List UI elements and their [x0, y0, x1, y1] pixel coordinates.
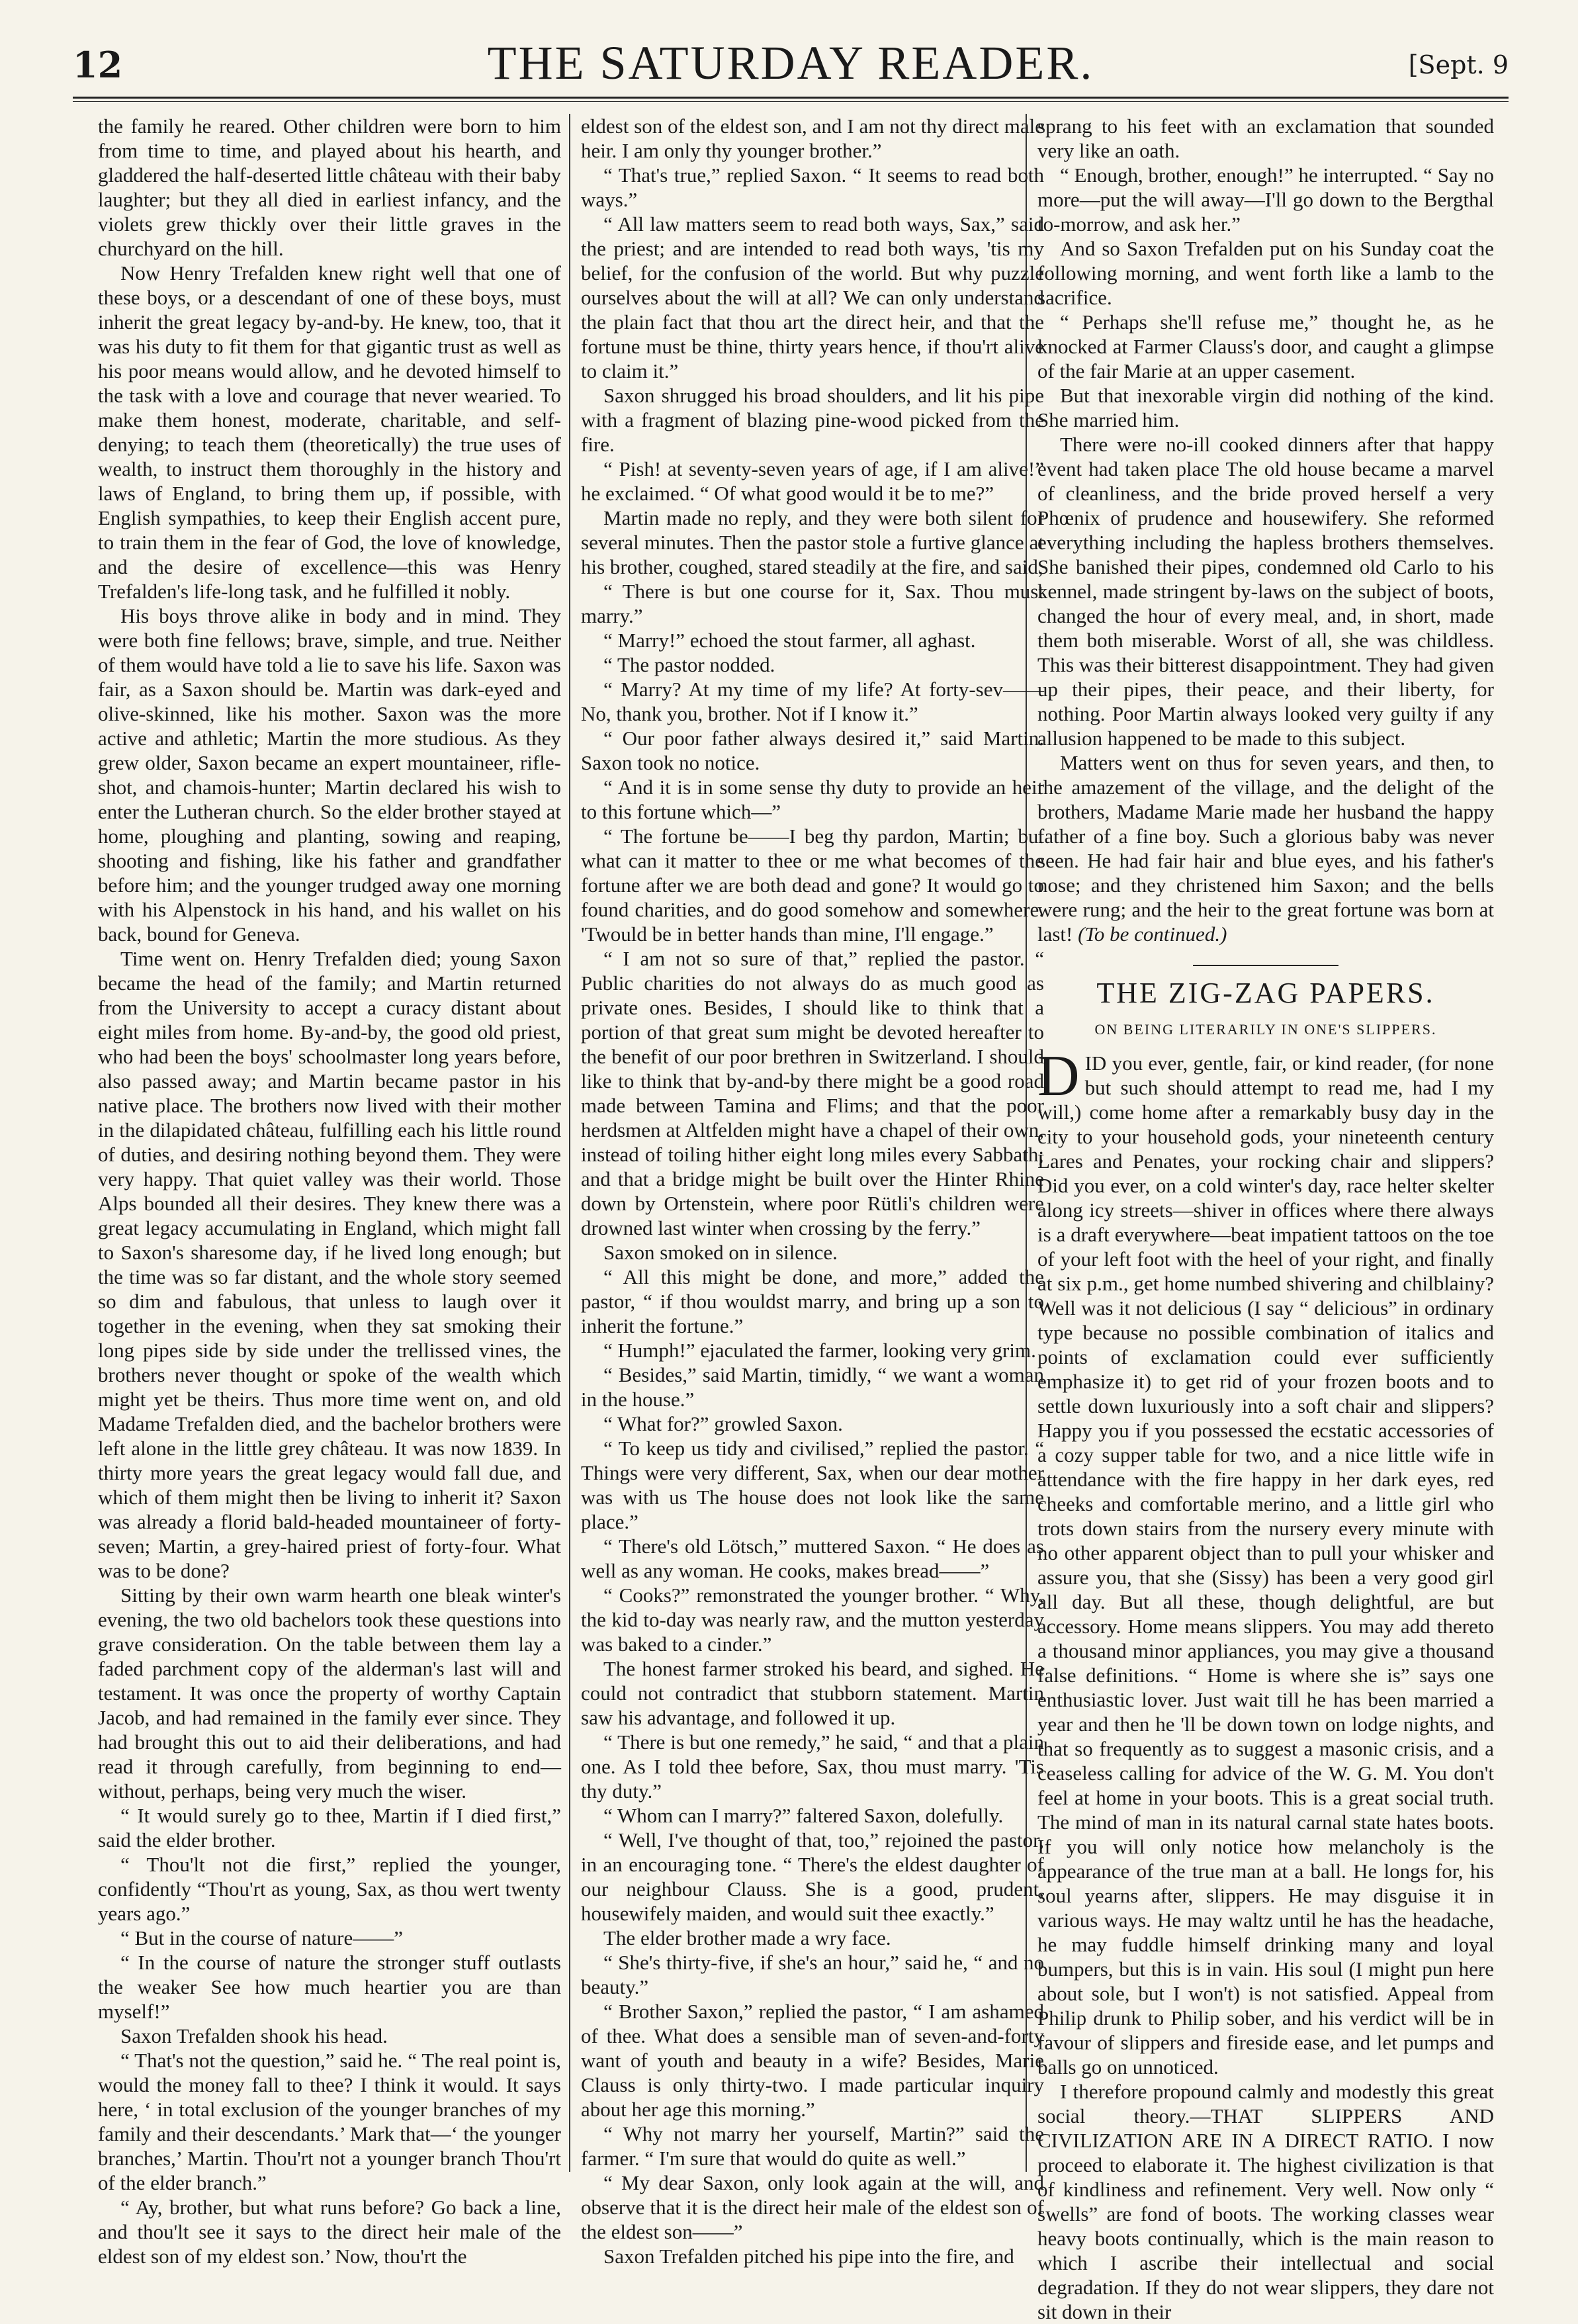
paragraph: “ What for?” growled Saxon. [603, 1412, 843, 1435]
paragraph: “ All law matters seem to read both ways, Sax,” said the priest; and are intended to read both ways, 'tis my belief, for the confusion of the world. But why puzzle ourselves about the will at all? We can only understand the plain fact that thou art the direct heir, and that the fortune must be thine, thirty years hence, if thou'rt alive to claim it.” [581, 212, 1044, 382]
paragraph: Now Henry Trefalden knew right well that one of these boys, or a descendant of one of these boys, must inherit the great legacy by-and-by. He knew, too, that it was his duty to fit them for that gigantic trust as well as his poor means would allow, and he devoted himself to the task with a love and courage that never wearied. To make them honest, moderate, charitable, and self-denying; to teach them (theoretically) the true uses of wealth, to instruct them thoroughly in the history and laws of England, to bring them up, if possible, with English sympathies, to keep their English accent pure, to train them in the fear of God, the love of knowledge, and the desire of excellence—this was Henry Trefalden's life-long task, and he fulfilled it nobly. [98, 261, 561, 603]
paragraph: “ That's true,” replied Saxon. “ It seems to read both ways.” [581, 163, 1044, 211]
paragraph: “ Brother Saxon,” replied the pastor, “ I am ashamed of thee. What does a sensible man of seven-and-forty want of youth and beauty in a wife? Besides, Marie Clauss is only thirty-two. I made particular inquiry about her age this morning.” [581, 2000, 1044, 2121]
section-separator [1193, 965, 1338, 966]
paragraph: “ There's old Lötsch,” muttered Saxon. “ He does as well as any woman. He cooks, makes bread——” [581, 1535, 1044, 1582]
paragraph: The honest farmer stroked his beard, and sighed. He could not contradict that stubborn statement. Martin saw his advantage, and followed it up. [581, 1657, 1044, 1729]
paragraph: Saxon shrugged his broad shoulders, and lit his pipe with a fragment of blazing pine-wood picked from the fire. [581, 384, 1044, 456]
paragraph: But that inexorable virgin did nothing of the kind. She married him. [1037, 384, 1494, 431]
column-1 [98, 114, 561, 2268]
paragraph-text: ID you ever, gentle, fair, or kind reader, (for none but such should attempt to read me, had I my will,) come home after a remarkably busy day in the city to your household gods, your nineteenth century Lares and Penates, your rocking chair and slippers? Did you ever, on a cold winter's day, race helter skelter along icy streets—shiver in offices where there always is a draft everywhere—beat impatient tattoos on the toe of your left foot with the heel of your right, and finally at six p.m., get home numbed shivering and chilblainy? Well was it not delicious (I say “ delicious” in ordinary type because no possible combination of italics and points of exclamation could ever sufficiently emphasize it) to get rid of your frozen boots and to settle down luxuriously into a soft chair and slippers? Happy you if you possessed the ecstatic accessories of a cozy supper table for two, and a nice little wife in attendance with the fire happy in her dark eyes, red cheeks and comfortable merino, and a little girl who trots down stairs from the nursery every minute with no other apparent object than to pull your whisker and assure you, that she (Sissy) has been a very good girl all day. But all these, though delightful, are but accessory. Home means slippers. You may add thereto a thousand minor appliances, you may give a thousand false definitions. “ Home is where she is” says one enthusiastic lover. Just wait till he has been married a year and then he 'll be down town on lodge nights, and that so frequently as to suggest a masonic crisis, and a ceaseless calling for advice of the W. G. M. You don't feel at home in your boots. This is a great social truth. The mind of man in its natural carnal state hates boots. If you will only notice how melancholy is the appearance of the true man at a ball. He longs for, his soul yearns after, slippers. He may disguise it in various ways. He may waltz until he has the headache, he may fuddle himself drinking many and loyal bumpers, but this is in vain. His soul (I might pun here about sole, but I won't) is not satisfied. Appeal from Philip drunk to Philip sober, and his verdict will be in favour of slippers and fireside ease, and let pumps and balls go on unnoticed. [1037, 1051, 1494, 2078]
section-subtitle: ON BEING LITERARILY IN ONE'S SLIPPERS. [1094, 1021, 1437, 1038]
paragraph: Martin made no reply, and they were both silent for several minutes. Then the pastor stole a furtive glance at his brother, coughed, stared steadily at the fire, and said, [581, 506, 1044, 578]
paragraph [1037, 750, 1494, 946]
paragraph: “ Marry? At my time of my life? At forty-sev—— No, thank you, brother. Not if I know it.” [581, 678, 1044, 725]
paragraph: “ The pastor nodded. [603, 653, 775, 676]
column-divider [569, 114, 570, 2172]
paragraph: “ Whom can I marry?” faltered Saxon, dolefully. [603, 1804, 1004, 1827]
drop-cap: D [1037, 1044, 1080, 1108]
page-number: 12 [73, 44, 123, 86]
paragraph: sprang to his feet with an exclamation that sounded very like an oath. [1037, 114, 1494, 162]
paragraph: “ Well, I've thought of that, too,” rejoined the pastor, in an encouraging tone. “ There's the eldest daughter of our neighbour Clauss. She is a good, prudent, housewifely maiden, and would suit thee exactly.” [581, 1828, 1044, 1925]
paragraph: Time went on. Henry Trefalden died; young Saxon became the head of the family; and Martin returned from the University to accept a curacy distant about eight miles from home. By-and-by, the good old priest, who had been the boys' schoolmaster long years before, also passed away; and Martin became pastor in his native place. The brothers now lived with their mother in the dilapidated château, fulfilling each his little round of duties, and desiring nothing beyond them. They were very happy. That quiet valley was their world. Those Alps bounded all their desires. They knew there was a great legacy accumulating in England, which might fall to Saxon's sharesome day, if he lived long enough; but the time was so far distant, and the whole story seemed so dim and fabulous, that unless to laugh over it together in the evening, when they sat smoking their long pipes side by side under the trellissed vines, the brothers never thought or spoke of the wealth which might yet be theirs. Thus more time went on, and old Madame Trefalden died, and the bachelor brothers were left alone in the little grey château. It was now 1839. In thirty more years the great legacy would fall due, and which of them might then be living to inherit it? Saxon was already a florid bald-headed mountaineer of forty-seven; Martin, a grey-haired priest of forty-four. What was to be done? [98, 947, 561, 1582]
masthead-title: THE SATURDAY READER. [487, 36, 1094, 89]
header-rule-thin [73, 101, 1509, 102]
paragraph: “ In the course of nature the stronger stuff outlasts the weaker See how much heartier you are than myself!” [98, 1951, 561, 2023]
paragraph-text: Matters went on thus for seven years, and then, to the amazement of the village, and the delight of the brothers, Madame Marie made her husband the happy father of a fine boy. Such a glorious baby was never seen. He had fair hair and blue eyes, and his father's nose; and they christened him Saxon; and the bells were rung; and the heir to the great fortune was born at last! [1037, 751, 1494, 946]
paragraph: “ My dear Saxon, only look again at the will, and observe that it is the direct heir male of the eldest son of the eldest son——” [581, 2171, 1044, 2243]
paragraph: I therefore propound calmly and modestly this great social theory.—THAT SLIPPERS AND CIVILIZATION ARE IN A DIRECT RATIO. I now proceed to elaborate it. The highest civilization is that of kindliness and refinement. Very well. Now only “ swells” are fond of boots. The working classes wear heavy boots continually, which is the main reason to which I ascribe their intellectual and social degradation. If they do not wear slippers, they dare not sit down in their [1037, 2080, 1494, 2323]
paragraph [1037, 1044, 1494, 2079]
paragraph: “ Ay, brother, but what runs before? Go back a line, and thou'lt see it says to the direct heir male of the eldest son of my eldest son.’ Now, thou'rt the [98, 2196, 561, 2268]
paragraph: “ But in the course of nature——” [120, 1926, 403, 1949]
header-rule [73, 97, 1509, 99]
column-3 [1037, 114, 1494, 2323]
paragraph: “ To keep us tidy and civilised,” replied the pastor. “ Things were very different, Sax, when our dear mother was with us The house does not look like the same place.” [581, 1437, 1044, 1533]
issue-date: [Sept. 9 [1408, 50, 1509, 79]
paragraph: And so Saxon Trefalden put on his Sunday coat the following morning, and went forth like a lamb to the sacrifice. [1037, 237, 1494, 309]
paragraph: “ Thou'lt not die first,” replied the younger, confidently “Thou'rt as young, Sax, as thou wert twenty years ago.” [98, 1853, 561, 1925]
paragraph: “ She's thirty-five, if she's an hour,” said he, “ and no beauty.” [581, 1951, 1044, 1998]
paragraph: “ Humph!” ejaculated the farmer, looking very grim. [603, 1339, 1036, 1362]
paragraph: “ Enough, brother, enough!” he interrupted. “ Say no more—put the will away—I'll go down to the Bergthal to-morrow, and ask her.” [1037, 163, 1494, 236]
paragraph: Saxon Trefalden shook his head. [120, 2024, 388, 2047]
paragraph: Sitting by their own warm hearth one bleak winter's evening, the two old bachelors took these questions into grave consideration. On the table between them lay a faded parchment copy of the alderman's last will and testament. It was once the property of worthy Captain Jacob, and had remained in the family ever since. They had brought this out to aid their deliberations, and had read it through carefully, from beginning to end—without, perhaps, being very much the wiser. [98, 1584, 561, 1803]
paragraph: “ And it is in some sense thy duty to provide an heir to this fortune which—” [581, 776, 1044, 823]
paragraph: eldest son of the eldest son, and I am not thy direct male heir. I am only thy younger brother.” [581, 114, 1044, 162]
paragraph: His boys throve alike in body and in mind. They were both fine fellows; brave, simple, and true. Neither of them would have told a lie to save his life. Saxon was fair, as a Saxon should be. Martin was dark-eyed and olive-skinned, like his mother. Saxon was the more active and athletic; Martin the more studious. As they grew older, Saxon became an expert mountaineer, rifle-shot, and chamois-hunter; Martin declared his wish to enter the Lutheran church. So the elder brother stayed at home, ploughing and planting, sowing and reaping, shooting and fishing, like his father and grandfather before him; and the younger trudged away one morning with his Alpenstock in his hand, and his wallet on his back, bound for Geneva. [98, 604, 561, 946]
paragraph: “ That's not the question,” said he. “ The real point is, would the money fall to thee? I think it would. It says here, ‘ in total exclusion of the younger branches of my family and their descendants.’ Mark that—‘ the younger branches,’ Martin. Thou'rt not a younger branch Thou'rt of the elder branch.” [98, 2049, 561, 2194]
paragraph: “ All this might be done, and more,” added the pastor, “ if thou wouldst marry, and bring up a son to inherit the fortune.” [581, 1265, 1044, 1337]
paragraph: Saxon Trefalden pitched his pipe into the fire, and [603, 2245, 1014, 2268]
paragraph: “ Marry!” echoed the stout farmer, all aghast. [603, 629, 976, 652]
to-be-continued: (To be continued.) [1078, 922, 1227, 946]
paragraph: the family he reared. Other children were born to him from time to time, and played about his hearth, and gladdered the half-deserted little château with their baby laughter; but they all died in earliest infancy, and the violets grew thickly over their little graves in the churchyard on the hill. [98, 114, 561, 260]
paragraph: “ There is but one course for it, Sax. Thou must marry.” [581, 580, 1044, 627]
column-2 [581, 114, 1044, 2268]
paragraph: “ Pish! at seventy-seven years of age, if I am alive!” he exclaimed. “ Of what good would it be to me?” [581, 457, 1044, 505]
paragraph: “ Cooks?” remonstrated the younger brother. “ Why, the kid to-day was nearly raw, and the mutton yesterday was baked to a cinder.” [581, 1584, 1044, 1656]
paragraph: “ I am not so sure of that,” replied the pastor. “ Public charities do not always do as much good as private ones. Besides, I should like to think that a portion of that great sum might be devoted hereafter to the benefit of our poor brethren in Switzerland. I should like to think that by-and-by there might be a good road made between Tamina and Flims; and that the poor herdsmen at Altfelden might have a chapel of their own, instead of toiling hither eight long miles every Sabbath; and that a bridge might be built over the Hinter Rhine down by Ortenstein, where poor Rütli's children were drowned last winter when crossing by the ferry.” [581, 947, 1044, 1239]
paragraph: “ Besides,” said Martin, timidly, “ we want a woman in the house.” [581, 1363, 1044, 1411]
paragraph: “ Perhaps she'll refuse me,” thought he, as he knocked at Farmer Clauss's door, and caught a glimpse of the fair Marie at an upper casement. [1037, 310, 1494, 382]
section-title: THE ZIG-ZAG PAPERS. [1096, 977, 1435, 1009]
paragraph: Saxon smoked on in silence. [603, 1241, 838, 1264]
paragraph: The elder brother made a wry face. [603, 1926, 891, 1949]
paragraph: “ Our poor father always desired it,” said Martin. Saxon took no notice. [581, 727, 1044, 774]
paragraph: “ The fortune be——I beg thy pardon, Martin; but what can it matter to thee or me what becomes of the fortune after we are both dead and gone? It would go to found charities, and do good somehow and somewhere. 'Twould be in better hands than mine, I'll engage.” [581, 825, 1044, 946]
paragraph: “ It would surely go to thee, Martin if I died first,” said the elder brother. [98, 1804, 561, 1852]
paragraph: “ There is but one remedy,” he said, “ and that a plain one. As I told thee before, Sax, thou must marry. 'Tis thy duty.” [581, 1730, 1044, 1803]
paragraph: There were no-ill cooked dinners after that happy event had taken place The old house became a marvel of cleanliness, and the bride proved herself a very Phœnix of prudence and housewifery. She reformed everything including the hapless brothers themselves. She banished their pipes, condemned old Carlo to his kennel, made stringent by-laws on the subject of boots, changed the hour of every meal, and, in short, made them both miserable. Worst of all, she was childless. This was their bitterest disappointment. They had given up their pipes, their peace, and their liberty, for nothing. Poor Martin always looked very guilty if any allusion happened to be made to this subject. [1037, 433, 1494, 750]
paragraph: “ Why not marry her yourself, Martin?” said the farmer. “ I'm sure that would do quite as well.” [581, 2122, 1044, 2170]
page-header [73, 32, 1509, 98]
